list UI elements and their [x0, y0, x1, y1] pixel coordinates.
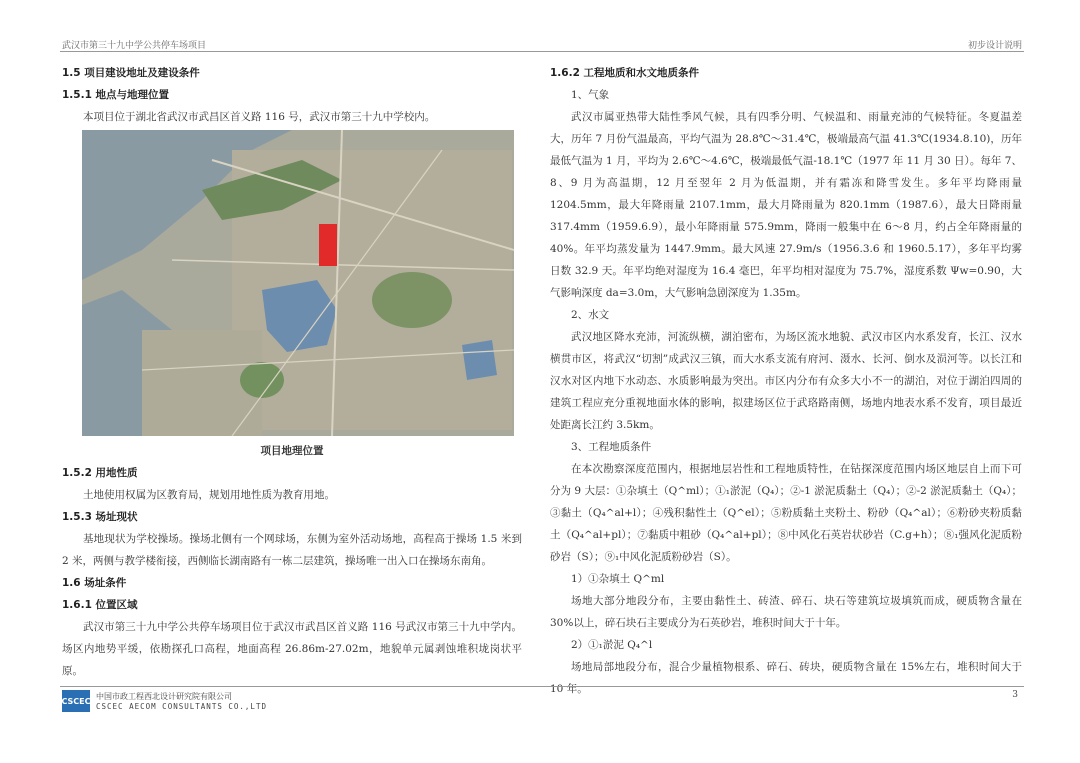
company-logo: CSCEC: [62, 690, 90, 712]
page-number: 3: [1012, 690, 1018, 700]
subsection-heading: 1.5.3 场址现状: [62, 511, 138, 523]
left-column: [62, 62, 522, 682]
header-divider: [60, 51, 1024, 52]
paragraph: 武汉地区降水充沛，河流纵横，湖泊密布，为场区流水地貌、武汉市区内水系发育，长江、汉水横贯市区，将武汉“切割”成武汉三镇，而大水系支流有府河、滠水、长河、倒水及涢河等。以长江和汉水对区内地下水动态、水质影响最为突出。市区内分布有众多大小不一的湖泊，对位于湖泊四周的建筑工程应充分重视地面水体的影响，拟建场区位于武珞路南侧，场地内地表水系不发育，项目最近处距离长江约 3.5km。: [550, 331, 1022, 431]
location-map-image: [82, 130, 514, 436]
paragraph: 武汉市属亚热带大陆性季风气候，具有四季分明、气候温和、雨量充沛的气候特征。冬夏温差大，历年 7 月份气温最高，平均气温为 28.8℃～31.4℃，极端最高气温 41.3℃(1934.8.10)，历年最低气温为 1 月，平均为 2.6℃～4.6℃，极端最低气温-18.1℃（1977 年 11 月 30 日）。每年 7、8、9 月为高温期，12 月至翌年 2 月为低温期，并有霜冻和降雪发生。多年平均降雨量 1204.5mm，最大年降雨量 2107.1mm，最大月降雨量为 820.1mm（1987.6），最大日降雨量 317.4mm（1959.6.9），最小年降雨量 575.9mm，降雨一般集中在 6～8 月，约占全年降雨量的 40%。年平均蒸发量为 1447.9mm。最大风速 27.9m/s（1956.3.6 和 1960.5.17），多年平均雾日数 32.9 天。年平均绝对湿度为 16.4 毫巴，年平均相对湿度为 75.7%，湿度系数 Ψw=0.90，大气影响深度 da=3.0m，大气影响急剧深度为 1.35m。: [550, 111, 1022, 299]
item-heading: 2、水文: [571, 309, 610, 321]
paragraph: 基地现状为学校操场。操场北侧有一个网球场，东侧为室外活动场地，高程高于操场 1.5 米到 2 米，两侧与教学楼衔接，西侧临长湖南路有一栋二层建筑，操场唯一出入口在操场东南角。: [62, 533, 522, 567]
right-column: [550, 62, 1022, 700]
site-marker: [319, 224, 337, 266]
subsection-heading: 1.5.1 地点与地理位置: [62, 89, 170, 101]
section-heading: 1.5 项目建设地址及建设条件: [62, 67, 200, 79]
paragraph: 武汉市第三十九中学公共停车场项目位于武汉市武昌区首义路 116 号武汉市第三十九中学内。场区内地势平缓，依勘探孔口高程，地面高程 26.86m-27.02m，地貌单元属剥蚀堆积垅岗状平原。: [62, 621, 522, 677]
map-caption: 项目地理位置: [260, 445, 324, 457]
header-right-title: 初步设计说明: [967, 41, 1022, 51]
paragraph: 场地大部分地段分布，主要由黏性土、砖渣、碎石、块石等建筑垃圾填筑而成，硬质物含量在 30%以上，碎石块石主要成分为石英砂岩，堆积时间大于十年。: [550, 595, 1022, 629]
subsection-heading: 1.6.2 工程地质和水文地质条件: [550, 67, 700, 79]
header-left-title: 武汉市第三十九中学公共停车场项目: [62, 41, 207, 51]
item-heading: 2）①₁淤泥 Q₄^l: [571, 639, 653, 651]
section-heading: 1.6 场址条件: [62, 577, 127, 589]
map-graphic: [82, 130, 514, 436]
footer-divider: [60, 686, 1024, 687]
company-name-cn: 中国市政工程西北设计研究院有限公司: [96, 692, 232, 701]
paragraph: 土地使用权属为区教育局，规划用地性质为教育用地。: [83, 489, 335, 501]
paragraph: 在本次勘察深度范围内，根据地层岩性和工程地质特性，在钻探深度范围内场区地层自上而下可分为 9 大层：①杂填土（Q^ml）；①₁淤泥（Q₄）；②-1 淤泥质黏土（Q₄）；②-2 淤泥质黏土（Q₄）；③黏土（Q₄^al+l）；④残积黏性土（Q^el）；⑤粉质黏土夹粉土、粉砂（Q₄^al）；⑥粉砂夹粉质黏土（Q₄^al+pl）；⑦黏质中粗砂（Q₄^al+pl）；⑧中风化石英岩状砂岩（C.g+h）；⑧₁强风化泥质粉砂岩（S）；⑨₁中风化泥质粉砂岩（S）。: [550, 463, 1022, 563]
paragraph: 场地局部地段分布，混合少量植物根系、碎石、砖块，硬质物含量在 15%左右，堆积时间大于 10 年。: [550, 661, 1022, 695]
subsection-heading: 1.6.1 位置区域: [62, 599, 138, 611]
item-heading: 3、工程地质条件: [571, 441, 652, 453]
item-heading: 1、气象: [571, 89, 610, 101]
item-heading: 1）①杂填土 Q^ml: [571, 573, 665, 585]
company-name-en: CSCEC AECOM CONSULTANTS CO.,LTD: [96, 702, 267, 711]
paragraph: 本项目位于湖北省武汉市武昌区首义路 116 号，武汉市第三十九中学校内。: [83, 111, 436, 123]
subsection-heading: 1.5.2 用地性质: [62, 467, 138, 479]
